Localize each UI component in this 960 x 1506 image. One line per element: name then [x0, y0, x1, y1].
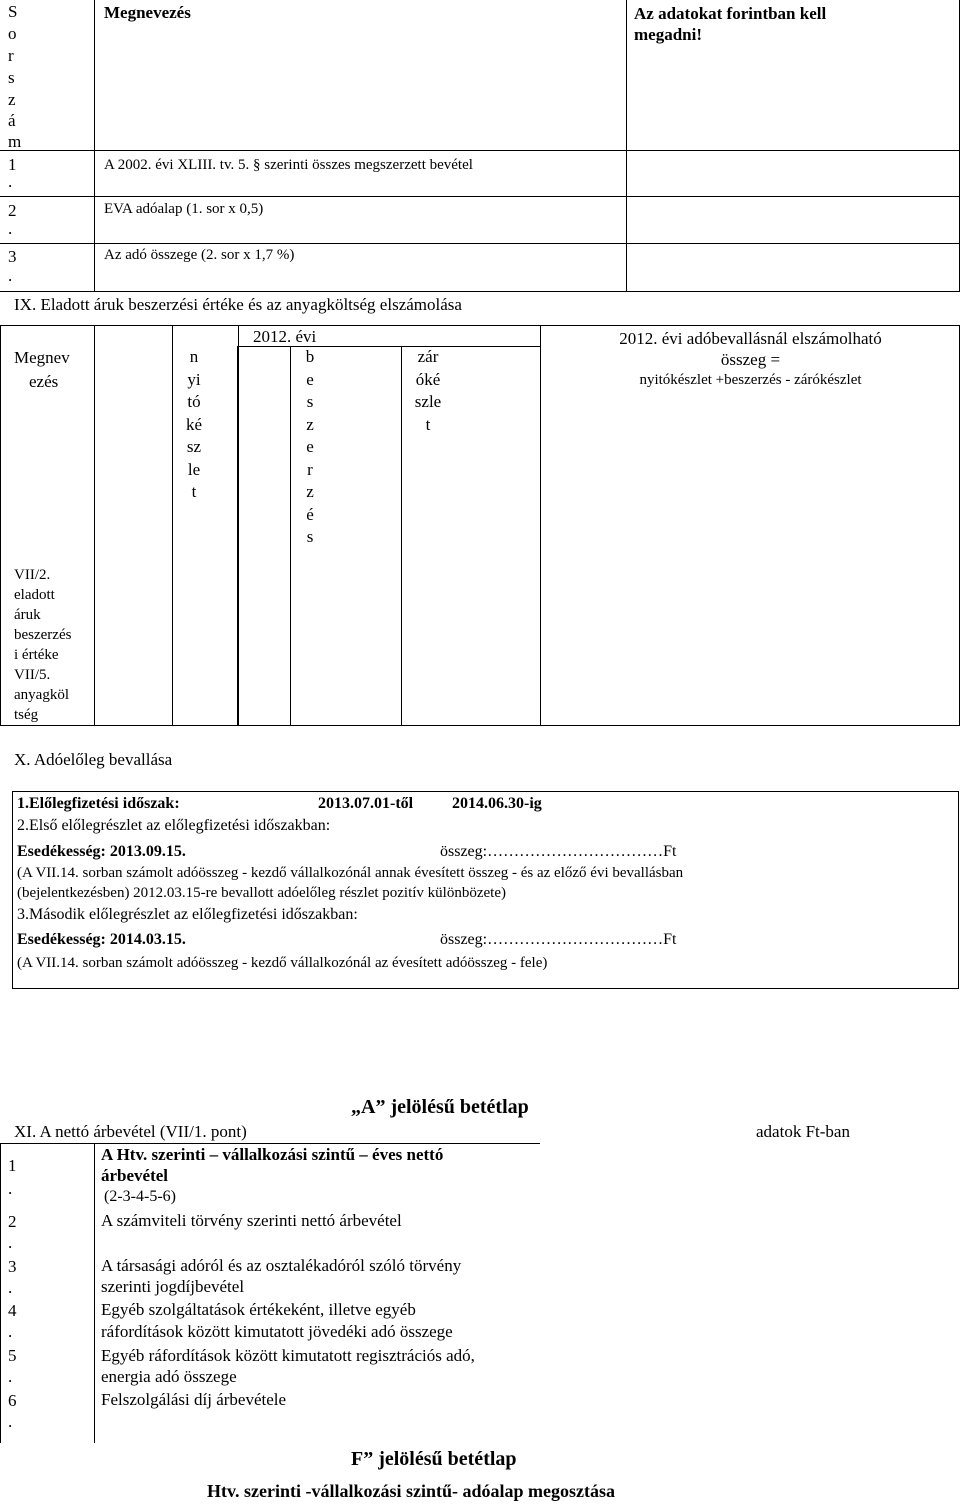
ix-col-zaro-part: óké [415, 369, 441, 389]
due-date-2: Esedékesség: 2014.03.15. [17, 931, 186, 948]
ix-right-header-line2: összeg = [720, 350, 781, 369]
header-sorszam-letter: s [8, 68, 15, 87]
unit-note: adatok Ft-ban [756, 1122, 850, 1141]
xi-row-number: 6 [8, 1391, 17, 1410]
header-sorszam-letter: m [8, 132, 22, 151]
row-dot: . [8, 172, 13, 191]
betetlap-a-title: „A” jelölésű betétlap [351, 1096, 529, 1118]
betetlap-f-subtitle: Htv. szerinti -vállalkozási szintű- adóalap megosztása [207, 1481, 615, 1501]
xi-row-label: (2-3-4-5-6) [104, 1188, 176, 1205]
xi-row-number: 4 [8, 1301, 17, 1320]
xi-row-dot: . [8, 1322, 13, 1341]
row-dot: . [8, 219, 13, 238]
second-installment-label: 3.Második előlegrészlet az előlegfizetési időszakban: [17, 906, 358, 923]
ix-col-beszerzes-part: z [306, 414, 314, 434]
ix-right-header [541, 328, 960, 390]
xi-row-dot: . [8, 1179, 13, 1198]
ix-row-label: áruk [14, 607, 41, 623]
xi-row-number: 2 [8, 1212, 17, 1231]
row-label: EVA adóalap (1. sor x 0,5) [104, 201, 264, 217]
header-note: Az adatokat forintban kell megadni! [634, 4, 827, 44]
xi-row-label: ráfordítások között kimutatott jövedéki adó összege [101, 1322, 453, 1341]
ix-col-beszerzes-part: b [305, 347, 315, 366]
xi-row-label: Felszolgálási díj árbevétele [101, 1390, 287, 1409]
ix-col-nyito-part: t [191, 482, 197, 501]
ix-row-label: tség [14, 707, 39, 723]
header-sorszam-letter: S [8, 2, 18, 21]
ix-col-nyito-part: yi [187, 369, 201, 389]
ix-col-zaro-part: szle [414, 392, 442, 411]
xi-row-dot: . [8, 1278, 13, 1297]
xi-row-number: 3 [8, 1257, 17, 1276]
ix-col-beszerzes-part: e [306, 437, 314, 456]
xi-row-label: Egyéb szolgáltatások értékeként, illetve egyéb [101, 1300, 416, 1319]
xi-row-dot: . [8, 1367, 13, 1386]
xi-row-label: szerinti jogdíjbevétel [101, 1277, 245, 1296]
header-sorszam-letter: r [8, 46, 14, 65]
ix-name-header: Megnev [14, 348, 70, 367]
header-megnevezes: Megnevezés [104, 3, 191, 22]
xi-row-dot: . [8, 1412, 13, 1431]
first-installment-label: 2.Első előlegrészlet az előlegfizetési időszakban: [17, 817, 331, 834]
ix-col-beszerzes-part: s [306, 527, 314, 546]
header-sorszam-letter: o [8, 24, 17, 43]
ix-col-nyito-part: n [189, 347, 199, 366]
ix-col-nyito [172, 346, 216, 504]
due-date-1: Esedékesség: 2013.09.15. [17, 843, 186, 860]
ix-col-nyito-part: tó [187, 392, 201, 411]
ix-col-beszerzes [292, 346, 328, 549]
row-label: A 2002. évi XLIII. tv. 5. § szerinti összes megszerzett bevétel [104, 157, 473, 173]
betetlap-f-title: F” jelölésű betétlap [351, 1448, 517, 1470]
note-2: (A VII.14. sorban számolt adóösszeg - kezdő vállalkozónál az évesített adóösszeg - fele) [17, 955, 548, 971]
ix-col-nyito-part: le [187, 459, 201, 479]
row-label: Az adó összege (2. sor x 1,7 %) [104, 247, 295, 263]
amount-2: összeg:……………………………Ft [440, 931, 677, 948]
ix-col-nyito-part: sz [186, 437, 202, 456]
ix-row-label: anyagköl [14, 687, 69, 703]
row-number: 1 [8, 155, 17, 174]
ix-right-header-line1: 2012. évi adóbevallásnál elszámolható [619, 329, 882, 348]
ix-col-zaro-part: zár [417, 347, 439, 366]
ix-year-header: 2012. évi [253, 327, 317, 346]
xi-row-number: 5 [8, 1346, 17, 1365]
note-1-line2: (bejelentkezésben) 2012.03.15-re bevallott adóelőleg részlet pozitív különbözete) [17, 885, 506, 901]
xi-row-label: A társasági adóról és az osztalékadóról szóló törvény [101, 1256, 462, 1275]
period-from: 2013.07.01-től [318, 795, 414, 812]
ix-col-beszerzes-part: e [306, 369, 314, 389]
period-to: 2014.06.30-ig [452, 795, 542, 812]
xi-row-dot: . [8, 1233, 13, 1252]
ix-col-beszerzes-part: z [306, 482, 314, 501]
ix-row-labels [14, 565, 94, 725]
section-x-title: X. Adóelőleg bevallása [14, 750, 173, 769]
header-sorszam-letter: á [8, 111, 16, 130]
ix-row-label: VII/2. [14, 567, 51, 583]
ix-row-label: beszerzés [14, 627, 72, 643]
xi-row-label: energia adó összege [101, 1367, 237, 1386]
ix-col-nyito-part: ké [185, 414, 203, 434]
section-ix-title: IX. Eladott áruk beszerzési értéke és az anyagköltség elszámolása [14, 295, 462, 314]
ix-right-header-line3: nyitókészlet +beszerzés - zárókészlet [639, 372, 862, 388]
period-label: 1.Előlegfizetési időszak: [17, 795, 180, 812]
xi-row-label: A számviteli törvény szerinti nettó árbevétel [101, 1211, 402, 1230]
ix-name-header: ezés [29, 372, 59, 391]
row-dot: . [8, 266, 13, 285]
ix-col-zaro [401, 346, 455, 436]
ix-row-label: i értéke [14, 647, 59, 663]
note-1-line1: (A VII.14. sorban számolt adóösszeg - kezdő vállalkozónál annak évesített összeg - és az előző évi bevallásban [17, 865, 684, 881]
ix-col-beszerzes-part: é [306, 504, 314, 524]
ix-row-label: eladott [14, 587, 55, 603]
xi-row-label: árbevétel [101, 1166, 169, 1185]
xi-row-label: Egyéb ráfordítások között kimutatott regisztrációs adó, [101, 1346, 475, 1365]
xi-row-label: A Htv. szerinti – vállalkozási szintű – éves nettó [101, 1145, 444, 1164]
ix-col-beszerzes-part: r [307, 459, 313, 479]
ix-col-beszerzes-part: s [306, 392, 314, 411]
ix-row-label: VII/5. [14, 667, 51, 683]
row-number: 3 [8, 247, 17, 266]
amount-1: összeg:……………………………Ft [440, 843, 677, 860]
ix-col-zaro-part: t [425, 414, 431, 434]
xi-row-number: 1 [8, 1156, 17, 1175]
header-sorszam-letter: z [8, 90, 16, 109]
xi-section-title: XI. A nettó árbevétel (VII/1. pont) [14, 1122, 247, 1141]
row-number: 2 [8, 201, 17, 220]
